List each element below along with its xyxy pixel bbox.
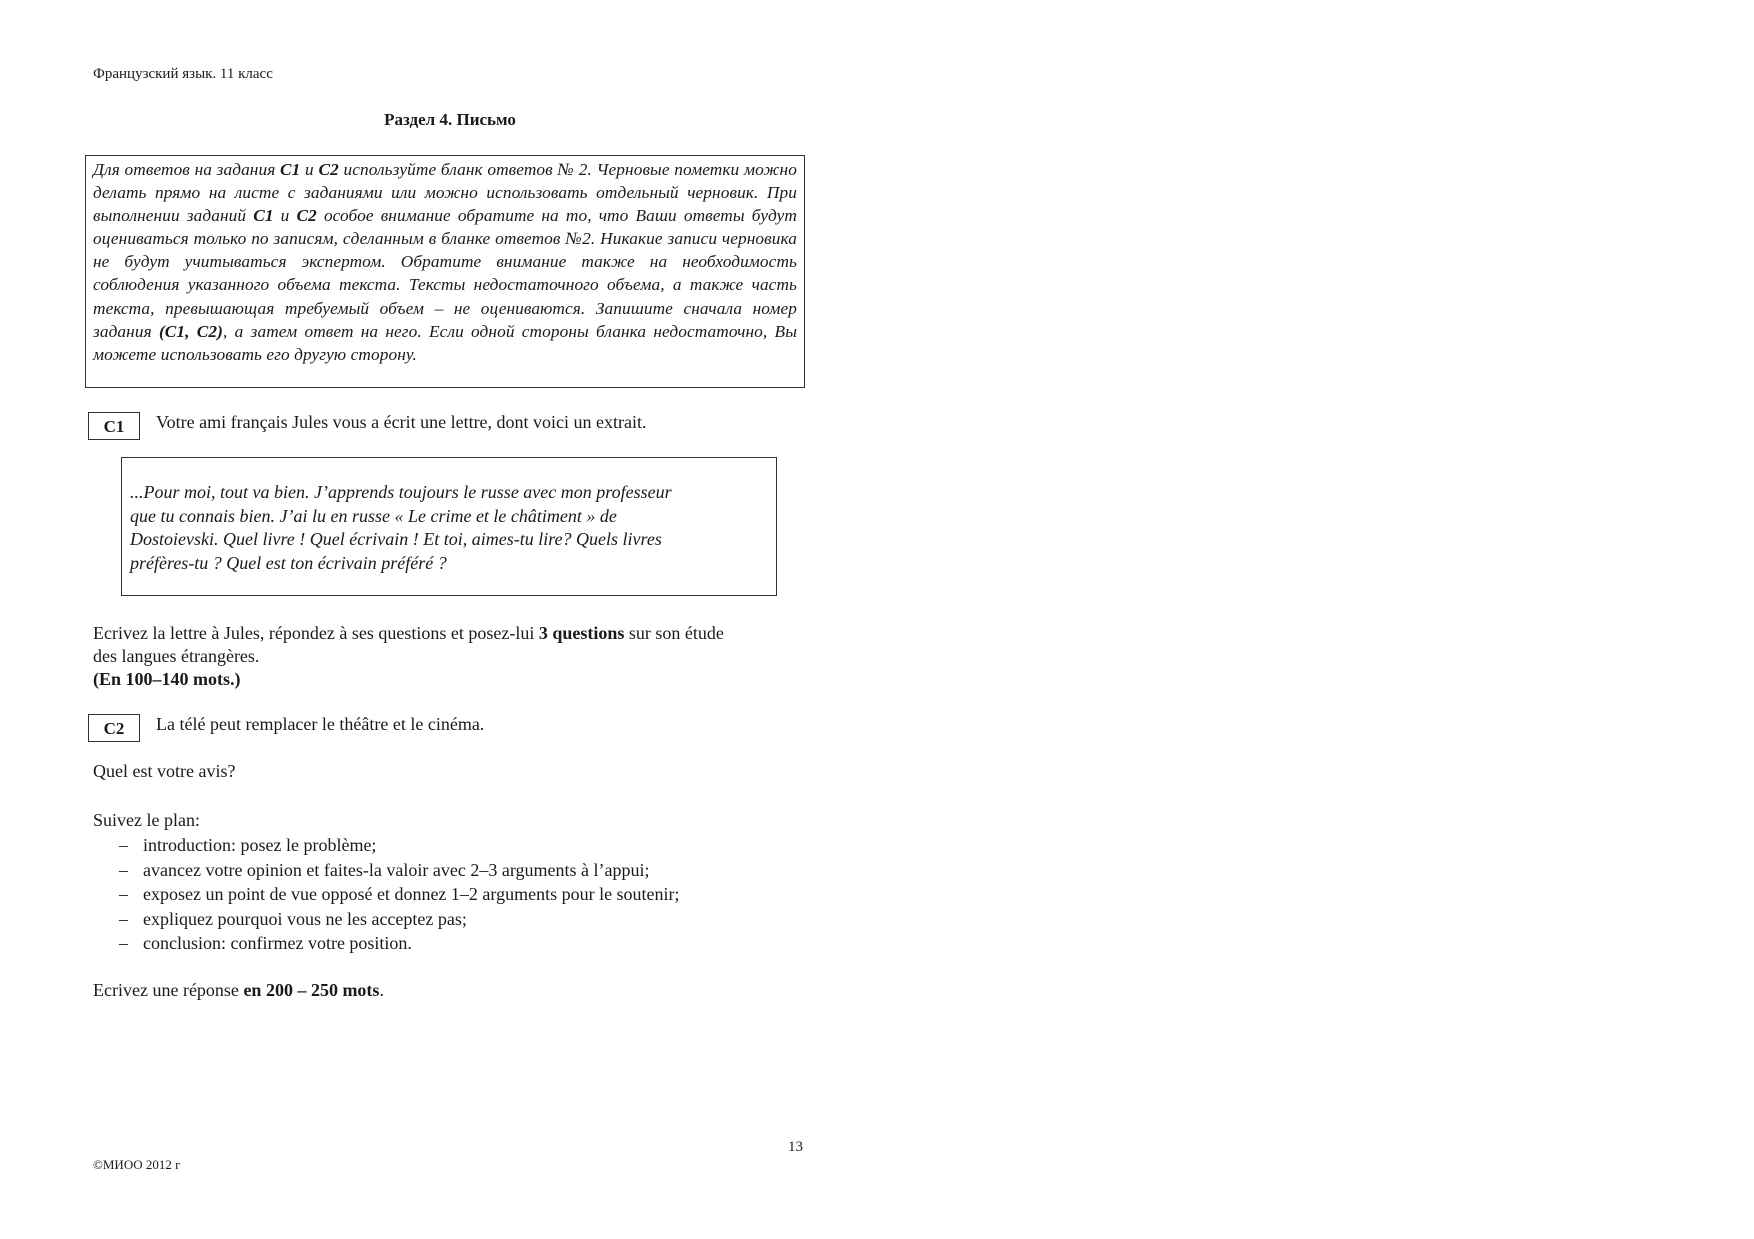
letter-excerpt-box — [121, 457, 777, 596]
c1-task-line1: Ecrivez la lettre à Jules, répondez à ses questions et posez-lui 3 questions sur son étude — [93, 623, 724, 643]
c1-word-count: (En 100–140 mots.) — [93, 669, 241, 689]
plan-list — [119, 833, 680, 956]
plan-item: – introduction: posez le problème; — [119, 835, 377, 855]
plan-item: – conclusion: confirmez votre position. — [119, 933, 412, 953]
task-label-c2: C2 — [88, 714, 140, 742]
c1-prompt: Votre ami français Jules vous a écrit une lettre, dont voici un extrait. — [156, 412, 647, 432]
c2-prompt: La télé peut remplacer le théâtre et le cinéma. — [156, 714, 485, 734]
instructions-box — [85, 155, 805, 388]
instructions-text: Для ответов на задания С1 и С2 используйте бланк ответов № 2. Черновые пометки можно делать прямо на листе с заданиями или можно использовать отдельный черновик. При выполнении заданий С1 и С2 особое внимание обратите на то, что Ваши ответы будут оцениваться только по записям, сделанным в бланке ответов №2. Никакие записи черновика не будут учитываться экспертом. Обратите внимание также на необходимость соблюдения указанного объема текста. Тексты недостаточного объема, а также часть текста, превышающая требуемый объем – не оцениваются. Запишите сначала номер задания (С1, С2), а затем ответ на него. Если одной стороны бланка недостаточно, Вы можете использовать его другую сторону. — [93, 160, 798, 364]
c2-question: Quel est votre avis? — [93, 761, 236, 781]
c1-task — [93, 622, 724, 691]
c1-task-line2: des langues étrangères. — [93, 646, 260, 666]
page-header-subject: Французский язык. 11 класс — [93, 66, 273, 82]
letter-line: Dostoievski. Quel livre ! Quel écrivain ! Et toi, aimes-tu lire? Quels livres — [130, 529, 662, 549]
copyright: ©МИОО 2012 г — [93, 1157, 181, 1172]
plan-item: – exposez un point de vue opposé et donnez 1–2 arguments pour le soutenir; — [119, 884, 680, 904]
task-label-c1: C1 — [88, 412, 140, 440]
section-title: Раздел 4. Письмо — [384, 110, 516, 129]
plan-item: – expliquez pourquoi vous ne les acceptez pas; — [119, 908, 467, 929]
page-number: 13 — [788, 1139, 803, 1155]
plan-heading: Suivez le plan: — [93, 810, 200, 830]
letter-line: préfères-tu ? Quel est ton écrivain préféré ? — [130, 552, 447, 573]
letter-line: que tu connais bien. J’ai lu en russe « Le crime et le châtiment » de — [130, 505, 617, 526]
plan-item: – avancez votre opinion et faites-la valoir avec 2–3 arguments à l’appui; — [119, 859, 650, 880]
letter-line: ...Pour moi, tout va bien. J’apprends toujours le russe avec mon professeur — [130, 482, 672, 502]
c2-answer-length: Ecrivez une réponse en 200 – 250 mots. — [93, 980, 384, 1000]
